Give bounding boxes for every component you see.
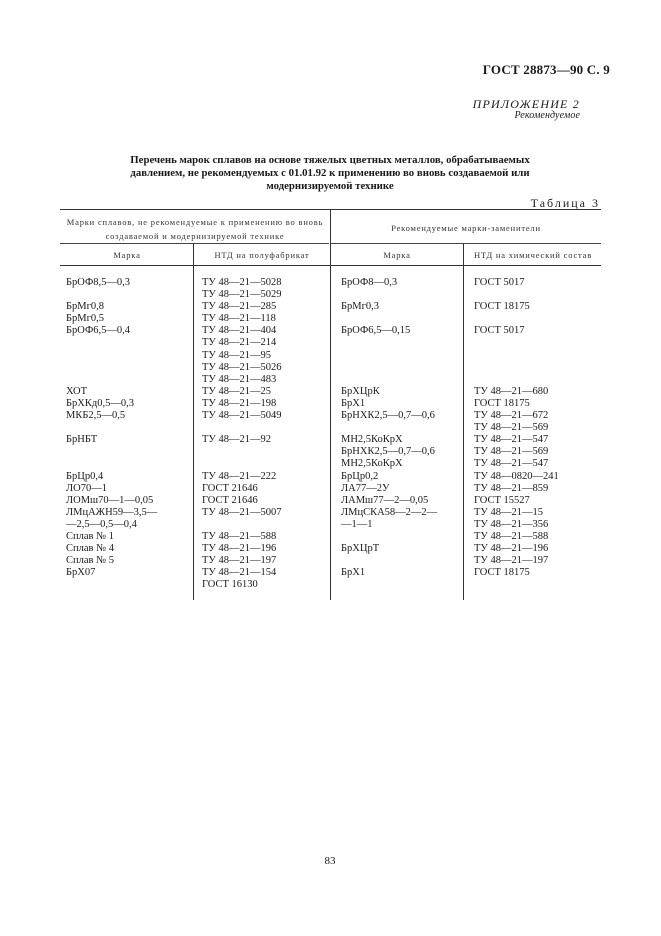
table-cell <box>202 446 281 458</box>
table-cell: ТУ 48—21—118 <box>202 313 276 325</box>
table-cell: БрМг0,5 <box>66 313 105 325</box>
table-cell <box>66 374 157 386</box>
column-divider-1 <box>193 244 194 600</box>
table-cell: ТУ 48—21—222 <box>202 470 277 482</box>
table-cell: ТУ 48—21—859 <box>474 482 549 494</box>
table-cell <box>66 446 157 458</box>
appendix-subtitle: Рекомендуемое <box>514 110 580 121</box>
table-cell: ТУ 48—21—154 <box>202 567 277 579</box>
table-cell: ТУ 48—21—588 <box>474 530 549 542</box>
table-cell: ТУ 48—21—92 <box>202 434 271 446</box>
table-cell: МН2,5КоКрХ <box>341 458 403 470</box>
appendix-title: ПРИЛОЖЕНИЕ 2 <box>472 97 580 111</box>
table-cell: МКБ2,5—0,5 <box>66 410 126 422</box>
table-cell: ТУ 48—21—198 <box>202 397 277 409</box>
table-cell: БрМг0,3 <box>341 301 380 313</box>
table-cell: ТУ 48—21—5029 <box>202 289 282 301</box>
table-cell: БрНХК2,5—0,7—0,6 <box>341 446 435 458</box>
table-cell: ТУ 48—21—404 <box>202 325 277 337</box>
table-cell <box>66 350 157 362</box>
table-cell <box>474 313 559 325</box>
table-cell: ГОСТ 5017 <box>474 325 525 337</box>
table-cell <box>66 458 157 470</box>
table-cell: ЛО70—1 <box>66 482 107 494</box>
table-cell: ГОСТ 18175 <box>474 397 530 409</box>
table-cell: ТУ 48—21—197 <box>202 555 277 567</box>
table-cell: ТУ 48—21—672 <box>474 410 549 422</box>
table-cell: ТУ 48—21—25 <box>202 385 271 397</box>
table-cell: ТУ 48—21—5049 <box>202 410 282 422</box>
table-cell <box>66 422 157 434</box>
table-cell: МН2,5КоКрХ <box>341 434 403 446</box>
table-cell: ТУ 48—21—569 <box>474 446 549 458</box>
table-cell: Сплав № 5 <box>66 555 114 567</box>
table-cell <box>66 289 157 301</box>
table-cell <box>341 374 437 386</box>
table-cell: ТУ 48—21—196 <box>474 543 549 555</box>
table-cell: ЛОМш70—1—0,05 <box>66 494 154 506</box>
table-cell <box>341 555 437 567</box>
table-cell: Сплав № 1 <box>66 530 114 542</box>
table-cell: БрХЦрК <box>341 385 380 397</box>
table-cell: ТУ 48—21—547 <box>474 434 549 446</box>
table-cell <box>202 519 281 531</box>
table-cell: ТУ 48—21—5028 <box>202 277 282 288</box>
table-cell: —1—1 <box>341 518 373 530</box>
table-cell <box>474 337 559 349</box>
table-cell: БрХ07 <box>66 567 96 579</box>
table-cell: ТУ 48—0820—241 <box>474 470 559 482</box>
table-cell: БрХ1 <box>341 397 366 409</box>
table-cell: ТУ 48—21—588 <box>202 530 277 542</box>
table-cell: БрЦр0,2 <box>341 470 379 482</box>
table-cell <box>341 422 437 434</box>
header-group-substitutes: Рекомендуемые марки-заменители <box>391 223 541 233</box>
table-cell: БрЦр0,4 <box>66 470 104 482</box>
table-cell: БрХКд0,5—0,3 <box>66 397 134 409</box>
table-cell: ГОСТ 5017 <box>474 277 525 288</box>
document-title: Перечень марок сплавов на основе тяжелых цветных металлов, обрабатываемых давлением, не рекомендуемых с 01.01.92 к применению во вновь создаваемой или модернизируемой технике <box>130 154 530 192</box>
table-cell: ТУ 48—21—356 <box>474 518 549 530</box>
page-number: 83 <box>324 855 336 867</box>
table-cell <box>66 337 157 349</box>
table-cell <box>474 289 559 301</box>
column-divider-2 <box>330 209 331 600</box>
table-cell: ГОСТ 21646 <box>202 494 258 506</box>
table-cell: ГОСТ 18175 <box>474 567 530 579</box>
table-cell <box>341 313 437 325</box>
table-cell <box>474 350 559 362</box>
header-col-substitute-grade: Марка <box>383 250 411 260</box>
table-cell <box>474 374 559 386</box>
table-cell <box>202 422 281 434</box>
table-cell: БрНБТ <box>66 434 98 446</box>
column-substitute-grade <box>341 277 437 579</box>
table-cell: БрНХК2,5—0,7—0,6 <box>341 410 435 422</box>
table-cell: —2,5—0,5—0,4 <box>66 518 137 530</box>
column-divider-3 <box>463 244 464 600</box>
table-cell: БрОФ8,5—0,3 <box>66 277 131 288</box>
table-cell: ТУ 48—21—95 <box>202 349 271 361</box>
table-cell: БрХ1 <box>341 567 366 579</box>
table-cell: БрМг0,8 <box>66 301 105 313</box>
table-cell <box>66 362 157 374</box>
table-cell: Сплав № 4 <box>66 543 114 555</box>
table-cell: БрОФ6,5—0,4 <box>66 325 131 337</box>
table-cell <box>341 337 437 349</box>
table-cell: ЛМцАЖН59—3,5— <box>66 506 158 518</box>
table-cell <box>341 531 437 543</box>
table-cell <box>474 362 559 374</box>
table-cell: ЛМцСКА58—2—2— <box>341 506 438 518</box>
column-grade <box>66 277 157 579</box>
header-col-grade: Марка <box>113 250 141 260</box>
table-cell: БрОФ8—0,3 <box>341 277 398 288</box>
table-cell: ГОСТ 15527 <box>474 494 530 506</box>
table-cell: ТУ 48—21—569 <box>474 422 549 434</box>
table-cell <box>341 350 437 362</box>
table-cell: ГОСТ 16130 <box>202 579 258 591</box>
table-cell: ТУ 48—21—680 <box>474 385 549 397</box>
page-header: ГОСТ 28873—90 С. 9 <box>482 62 610 77</box>
column-ntd-semifinished <box>202 277 281 591</box>
table-cell <box>341 289 437 301</box>
table-cell: ТУ 48—21—5007 <box>202 506 282 518</box>
header-col-ntd-chemistry: НТД на химический состав <box>473 250 593 260</box>
table-cell: БрХЦрТ <box>341 543 380 555</box>
column-ntd-chemistry <box>474 277 559 579</box>
table-cell: ТУ 48—21—547 <box>474 458 549 470</box>
table-cell: ТУ 48—21—196 <box>202 543 277 555</box>
table-cell: ТУ 48—21—285 <box>202 301 277 313</box>
table-label: Таблица 3 <box>530 196 600 210</box>
table-cell <box>341 362 437 374</box>
table-cell: ТУ 48—21—483 <box>202 373 277 385</box>
table-cell: БрОФ6,5—0,15 <box>341 325 411 337</box>
table-cell: ГОСТ 18175 <box>474 301 530 313</box>
table-cell: ТУ 48—21—15 <box>474 506 543 518</box>
table-cell: ГОСТ 21646 <box>202 482 258 494</box>
table-cell <box>202 458 281 470</box>
table-cell: ЛАМш77—2—0,05 <box>341 494 429 506</box>
table-group-divider-right <box>331 243 601 244</box>
table-cell: ХОТ <box>66 385 88 397</box>
header-col-ntd-semifinished: НТД на полуфабрикат <box>214 250 310 260</box>
table-cell: ТУ 48—21—214 <box>202 337 277 349</box>
header-group-not-recommended: Марки сплавов, не рекомендуемые к применению во вновь создаваемой и модернизируемой технике <box>66 217 324 241</box>
table-cell: ТУ 48—21—5026 <box>202 361 282 373</box>
table-cell: ТУ 48—21—197 <box>474 555 549 567</box>
table-group-divider-left <box>60 243 329 244</box>
table-cell: ЛА77—2У <box>341 482 390 494</box>
